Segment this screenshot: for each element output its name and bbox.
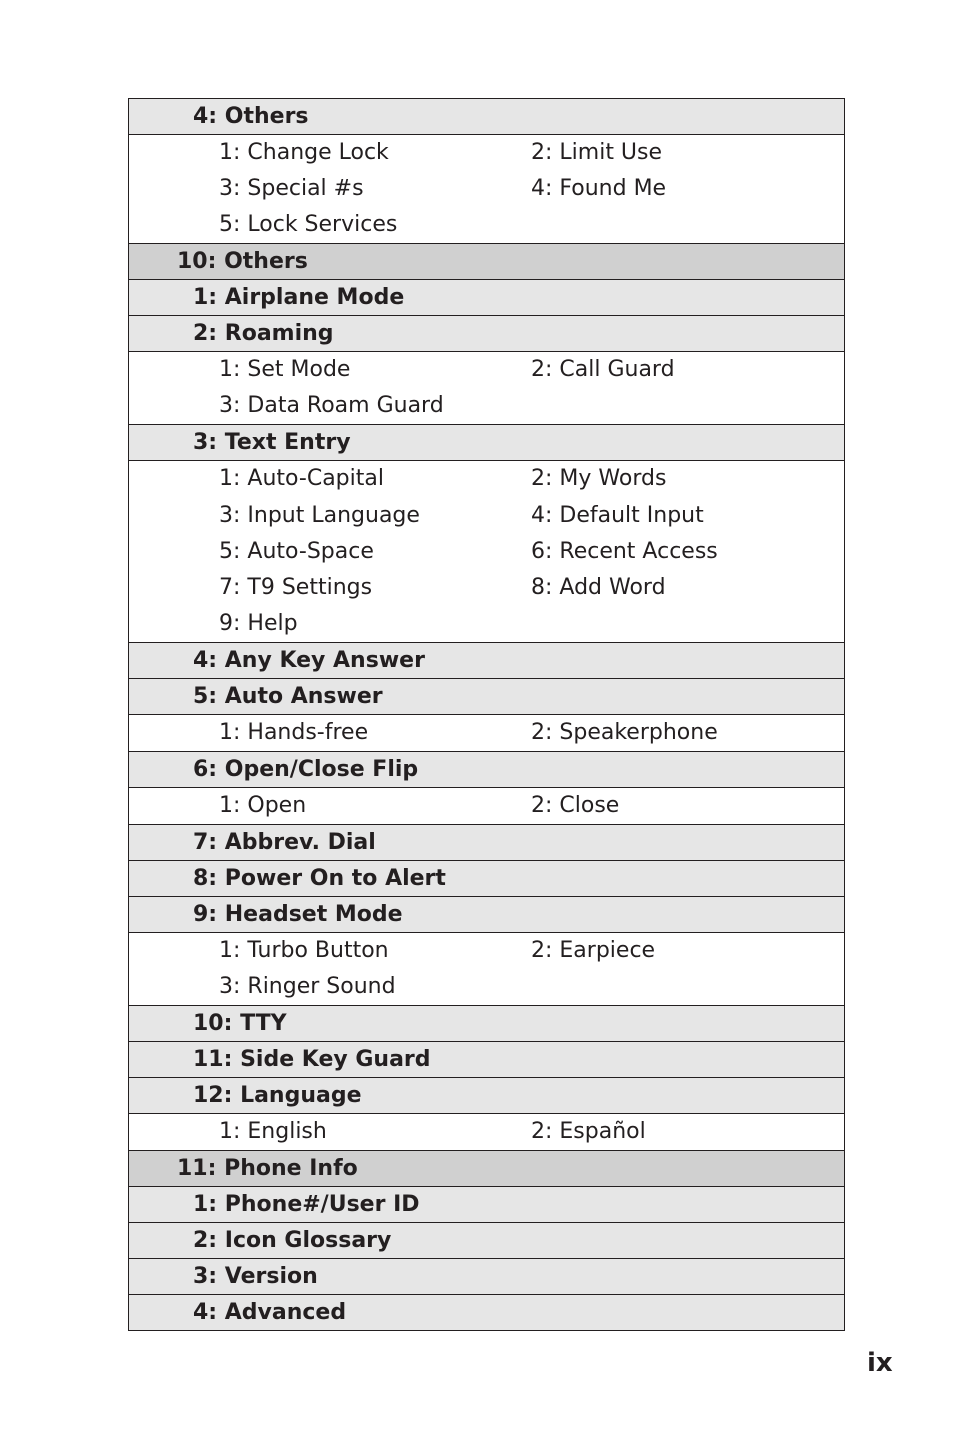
menu-item-header [129, 1078, 844, 1114]
menu-item-header [129, 425, 844, 461]
menu-item-header [129, 1006, 844, 1042]
submenu-line [129, 969, 844, 1005]
menu-item-label: 11: Side Key Guard [193, 1047, 431, 1073]
submenu-item: 5: Lock Services [219, 212, 398, 238]
submenu-item: 1: Hands-free [219, 719, 369, 745]
menu-item-label: 1: Airplane Mode [193, 285, 405, 311]
submenu-line [129, 135, 844, 171]
menu-item-header [129, 316, 844, 352]
submenu-item: 2: Close [531, 793, 620, 819]
menu-item-label: 12: Language [193, 1083, 362, 1109]
submenu-line [129, 1114, 844, 1150]
submenu-item: 1: Open [219, 793, 307, 819]
submenu-group [129, 352, 844, 425]
menu-item-label: 10: TTY [193, 1011, 287, 1037]
submenu-item: 5: Auto-Space [219, 538, 374, 564]
menu-item-header [129, 99, 844, 135]
submenu-item: 8: Add Word [531, 574, 666, 600]
menu-item-label: 3: Text Entry [193, 430, 351, 456]
menu-item-header [129, 280, 844, 316]
submenu-item: 2: Limit Use [531, 140, 663, 165]
submenu-group [129, 933, 844, 1006]
menu-section-header [129, 1151, 844, 1187]
submenu-item: 3: Ringer Sound [219, 974, 396, 1000]
menu-item-label: 2: Roaming [193, 321, 334, 347]
submenu-group [129, 461, 844, 642]
submenu-item: 1: Change Lock [219, 140, 389, 165]
submenu-line [129, 606, 844, 642]
menu-item-label: 2: Icon Glossary [193, 1228, 392, 1254]
menu-item-label: 6: Open/Close Flip [193, 757, 419, 783]
submenu-item: 1: Auto-Capital [219, 466, 384, 492]
submenu-line [129, 570, 844, 606]
submenu-group [129, 715, 844, 752]
submenu-line [129, 352, 844, 388]
menu-item-header [129, 643, 844, 679]
menu-item-header [129, 897, 844, 933]
submenu-item: 7: T9 Settings [219, 574, 373, 600]
submenu-group [129, 1114, 844, 1151]
submenu-item: 1: Set Mode [219, 357, 351, 383]
submenu-line [129, 171, 844, 207]
menu-item-label: 11: Phone Info [177, 1156, 358, 1182]
submenu-group [129, 788, 844, 825]
menu-item-label: 9: Headset Mode [193, 902, 403, 928]
menu-item-label: 8: Power On to Alert [193, 866, 446, 892]
submenu-group [129, 135, 844, 244]
menu-item-label: 1: Phone#/User ID [193, 1192, 420, 1218]
submenu-item: 2: My Words [531, 466, 667, 492]
submenu-item: 2: Speakerphone [531, 719, 718, 745]
menu-item-header [129, 861, 844, 897]
submenu-line [129, 388, 844, 424]
submenu-item: 2: Español [531, 1119, 646, 1145]
submenu-item: 3: Special #s [219, 176, 364, 202]
submenu-item: 3: Input Language [219, 502, 420, 528]
submenu-line [129, 207, 844, 243]
menu-item-label: 4: Any Key Answer [193, 647, 425, 673]
menu-item-header [129, 1042, 844, 1078]
submenu-line [129, 498, 844, 534]
submenu-item: 2: Earpiece [531, 938, 656, 964]
submenu-item: 3: Data Roam Guard [219, 393, 444, 419]
menu-item-header [129, 1223, 844, 1259]
menu-table [128, 98, 845, 1331]
submenu-line [129, 461, 844, 497]
menu-item-header [129, 825, 844, 861]
menu-item-header [129, 1187, 844, 1223]
menu-item-header [129, 1259, 844, 1295]
menu-item-label: 10: Others [177, 249, 308, 275]
menu-item-label: 4: Others [193, 104, 309, 129]
submenu-line [129, 534, 844, 570]
submenu-item: 4: Found Me [531, 176, 667, 202]
submenu-item: 9: Help [219, 610, 298, 636]
submenu-line [129, 788, 844, 824]
submenu-item: 1: Turbo Button [219, 938, 389, 964]
submenu-item: 2: Call Guard [531, 357, 675, 383]
submenu-line [129, 715, 844, 751]
menu-item-header [129, 752, 844, 788]
menu-item-header [129, 1295, 844, 1331]
menu-item-header [129, 679, 844, 715]
page-number: ix [867, 1348, 893, 1378]
menu-item-label: 4: Advanced [193, 1300, 347, 1326]
submenu-item: 4: Default Input [531, 502, 704, 528]
menu-item-label: 3: Version [193, 1264, 318, 1290]
submenu-line [129, 933, 844, 969]
submenu-item: 1: English [219, 1119, 327, 1145]
menu-item-label: 7: Abbrev. Dial [193, 830, 376, 856]
menu-item-label: 5: Auto Answer [193, 683, 383, 709]
submenu-item: 6: Recent Access [531, 538, 718, 564]
menu-section-header [129, 244, 844, 280]
